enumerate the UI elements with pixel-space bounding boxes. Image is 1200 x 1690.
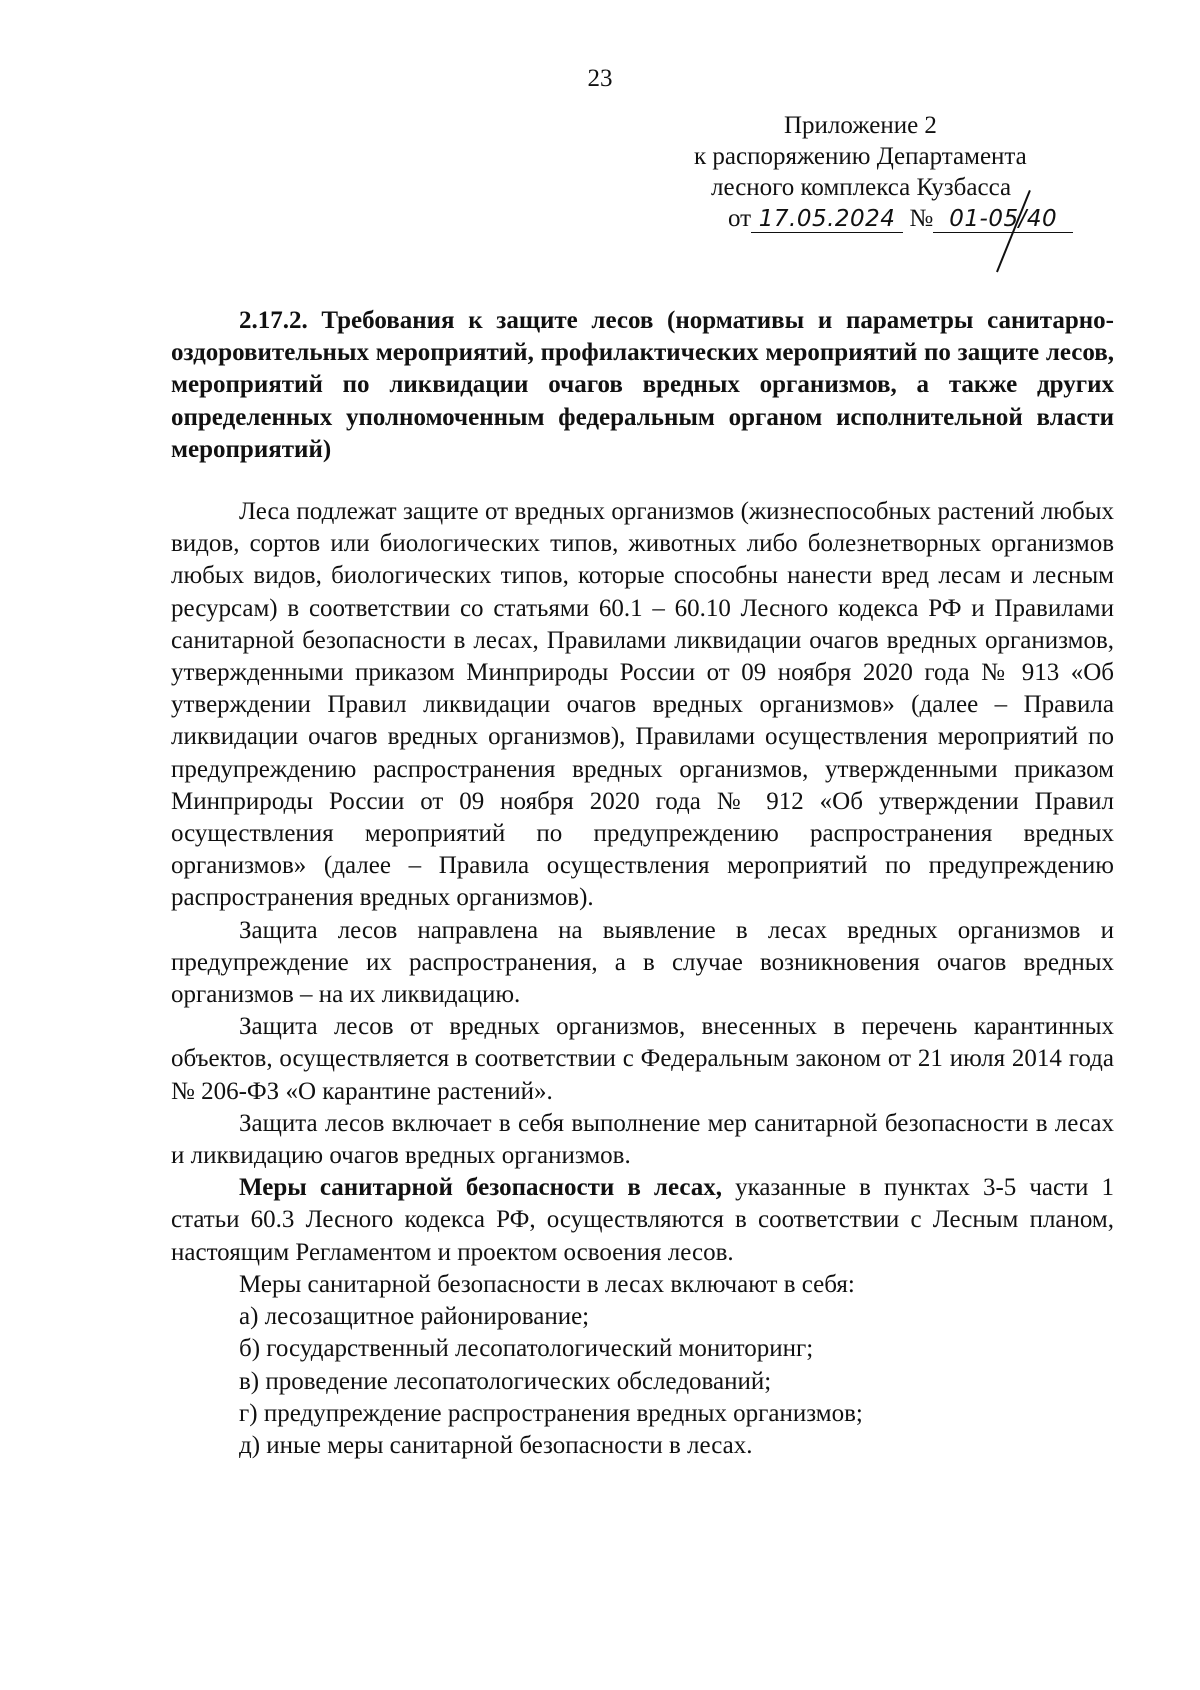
- paragraph-2: Защита лесов направлена на выявление в лесах вредных организмов и предупреждение их распространения, а в случае возникновения очагов вредных организмов – на их ликвидацию.: [171, 916, 1114, 1009]
- annex-block: [640, 110, 1110, 234]
- main-content: [171, 305, 1114, 1462]
- sanitary-measures-bold: Меры санитарной безопасности в лесах,: [239, 1174, 722, 1202]
- section-heading: 2.17.2. Требования к защите лесов (нормативы и параметры санитарно-оздоровительных мероприятий, профилактических мероприятий по защите лесов, мероприятий по ликвидации очагов вредных организмов, а также других определенных уполномоченным федеральным органом исполнительной власти мероприятий): [171, 307, 1114, 463]
- list-item: г) предупреждение распространения вредных организмов;: [239, 1399, 863, 1427]
- annex-date-number-line: [640, 203, 1110, 234]
- list-item: в) проведение лесопатологических обследований;: [239, 1367, 772, 1395]
- page-number: 23: [587, 65, 613, 92]
- date-prefix: от: [728, 205, 752, 232]
- sanitary-measures-rest: указанные в пунктах 3-5 части 1 статьи 60.3 Лесного кодекса РФ, осуществляются в соответствии с Лесным планом, настоящим Регламентом и проектом освоения лесов.: [171, 1174, 1114, 1266]
- number-prefix: №: [909, 205, 934, 232]
- annex-line-department: лесного комплекса Кузбасса: [711, 174, 1012, 201]
- annex-line-order: к распоряжению Департамента: [694, 143, 1027, 170]
- list-item: д) иные меры санитарной безопасности в лесах.: [239, 1431, 753, 1459]
- paragraph-3: Защита лесов от вредных организмов, внесенных в перечень карантинных объектов, осуществляется в соответствии с Федеральным законом от 21 июля 2014 года № 206-ФЗ «О карантине растений».: [171, 1013, 1114, 1105]
- handwritten-date: 17.05.2024: [751, 206, 903, 233]
- list-intro: Меры санитарной безопасности в лесах включают в себя:: [239, 1270, 855, 1298]
- paragraph-sanitary-measures: [171, 1172, 1114, 1269]
- paragraph-1: Леса подлежат защите от вредных организмов (жизнеспособных растений любых видов, сортов или биологических типов, животных либо болезнетворных организмов любых видов, биологических типов, которые способны нанести вред лесам и лесным ресурсам) в соответствии со статьями 60.1 – 60.10 Лесного кодекса РФ и Правилами санитарной безопасности в лесах, Правилами ликвидации очагов вредных организмов, утвержденными приказом Минприроды России от 09 ноября 2020 года № 913 «Об утверждении Правил ликвидации очагов вредных организмов» (далее – Правила ликвидации очагов вредных организмов), Правилами осуществления мероприятий по предупреждению распространения вредных организмов, утвержденными приказом Минприроды России от 09 ноября 2020 года № 912 «Об утверждении Правил осуществления мероприятий по предупреждению распространения вредных организмов» (далее – Правила осуществления мероприятий по предупреждению распространения вредных организмов).: [171, 498, 1114, 912]
- paragraph-4: Защита лесов включает в себя выполнение мер санитарной безопасности в лесах и ликвидацию очагов вредных организмов.: [171, 1109, 1114, 1170]
- list-item: б) государственный лесопатологический мониторинг;: [239, 1335, 814, 1363]
- annex-title: Приложение 2: [784, 112, 937, 139]
- handwritten-number: 01-05/40: [933, 206, 1073, 233]
- list-item: а) лесозащитное районирование;: [239, 1303, 590, 1331]
